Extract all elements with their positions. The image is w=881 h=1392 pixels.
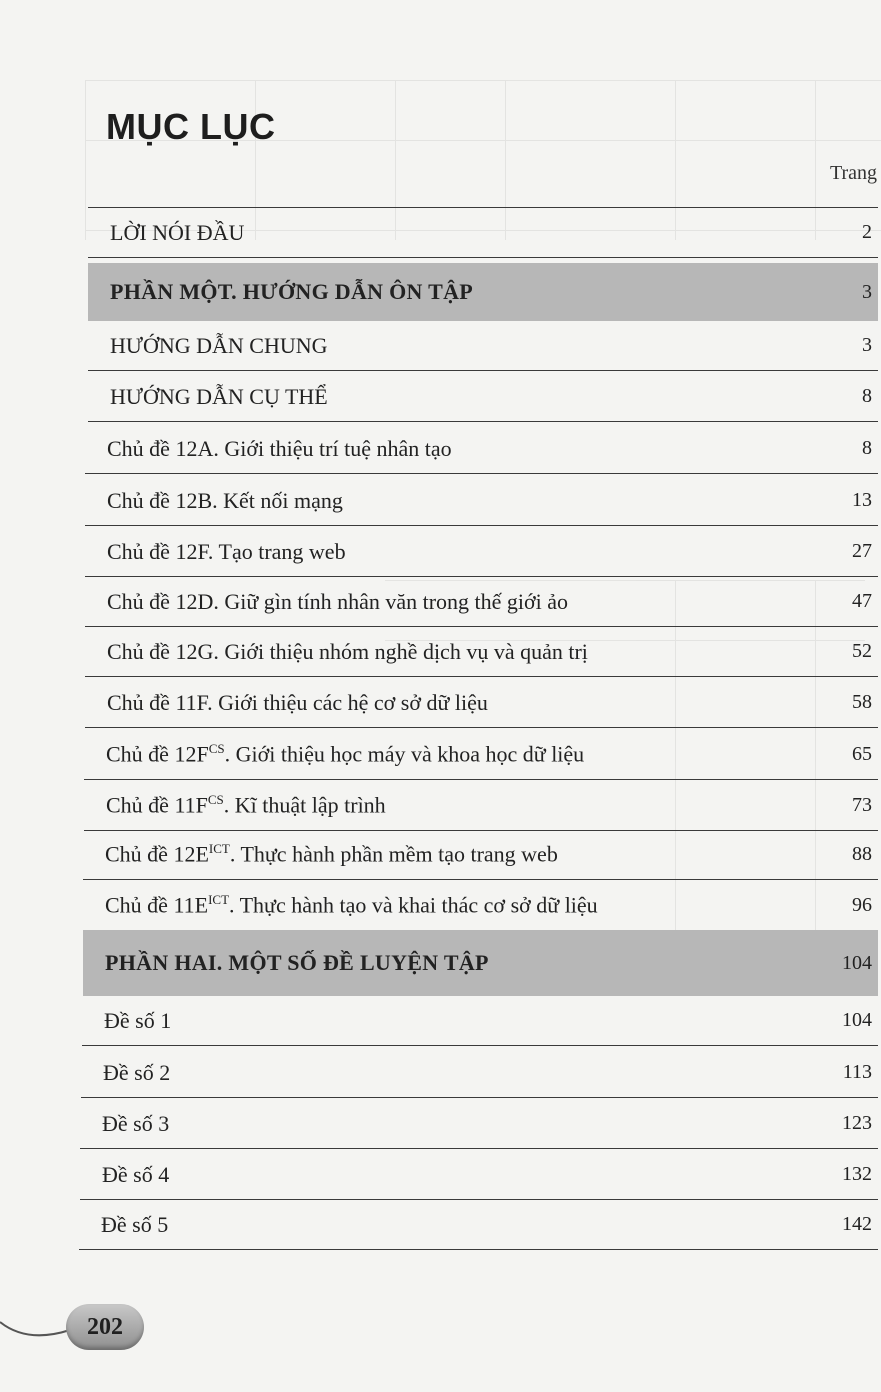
toc-entry-label: Đề số 4 xyxy=(102,1161,170,1187)
toc-entry-label: Chủ đề 11F. Giới thiệu các hệ cơ sở dữ liệu xyxy=(107,689,488,715)
toc-entry xyxy=(82,996,878,1046)
toc-entry-page: 8 xyxy=(862,385,872,407)
toc-entry-label-suffix: . Thực hành tạo và khai thác cơ sở dữ liệu xyxy=(229,892,598,918)
toc-entry-label: LỜI NÓI ĐẦU xyxy=(110,219,245,245)
toc-entry-page: 13 xyxy=(852,489,872,511)
toc-entry-page: 58 xyxy=(852,691,872,713)
toc-entry-page: 47 xyxy=(852,590,872,612)
toc-entry-label: HƯỚNG DẪN CHUNG xyxy=(110,332,328,358)
toc-entry-page: 123 xyxy=(842,1112,872,1134)
toc-entry-label: Đề số 1 xyxy=(104,1007,172,1033)
toc-entry-page: 88 xyxy=(852,843,872,865)
toc-entry xyxy=(80,1150,878,1200)
toc-entry-label-superscript: CS xyxy=(208,741,225,757)
toc-entry-label-prefix: Chủ đề 11E xyxy=(105,892,209,918)
toc-entry-page: 73 xyxy=(852,794,872,816)
toc-entry xyxy=(88,372,878,422)
toc-entry-page: 27 xyxy=(852,540,872,562)
toc-entry xyxy=(81,1048,878,1098)
toc-entry-page: 104 xyxy=(842,951,872,974)
toc-entry xyxy=(85,476,878,526)
toc-entry xyxy=(88,321,878,371)
toc-entry-label: Chủ đề 12F. Tạo trang web xyxy=(107,538,346,564)
toc-entry-label: Đề số 5 xyxy=(101,1211,169,1237)
toc-entry-label-prefix: Chủ đề 12F xyxy=(106,741,209,767)
toc-entry-label-suffix: . Thực hành phần mềm tạo trang web xyxy=(229,841,558,867)
toc-entry xyxy=(83,830,878,880)
toc-entry xyxy=(83,881,878,931)
toc-entry-label: Chủ đề 12A. Giới thiệu trí tuệ nhân tạo xyxy=(107,435,452,461)
toc-entry-label xyxy=(84,741,584,767)
toc-entry xyxy=(84,781,878,831)
toc-entry xyxy=(80,1099,878,1149)
toc-entry-label: Đề số 2 xyxy=(103,1059,171,1085)
toc-entry xyxy=(88,208,878,258)
toc-entry-label-prefix: Chủ đề 11F xyxy=(106,792,208,818)
toc-entry-label-suffix: . Giới thiệu học máy và khoa học dữ liệu xyxy=(224,741,585,767)
toc-entry-label: PHẦN HAI. MỘT SỐ ĐỀ LUYỆN TẬP xyxy=(105,950,489,975)
page-title: MỤC LỤC xyxy=(106,106,276,147)
toc-entry-label: Chủ đề 12G. Giới thiệu nhóm nghề dịch vụ và quản trị xyxy=(107,638,588,664)
toc-entry-page: 3 xyxy=(862,280,872,303)
toc-entry-page: 3 xyxy=(862,334,872,356)
toc-entry-label-superscript: ICT xyxy=(208,892,230,908)
toc-part-heading xyxy=(88,263,878,321)
toc-entry xyxy=(85,527,878,577)
toc-entry-page: 8 xyxy=(862,437,872,459)
toc-entry-label xyxy=(83,892,598,918)
toc-entry-page: 142 xyxy=(842,1213,872,1235)
toc-entry-page: 65 xyxy=(852,743,872,765)
toc-entry-label-prefix: Chủ đề 12E xyxy=(105,841,209,867)
page-number-badge: 202 xyxy=(66,1304,144,1350)
page-column-header: Trang xyxy=(829,162,877,184)
toc-entry xyxy=(85,424,878,474)
toc-part-heading xyxy=(83,930,878,996)
toc-entry-page: 132 xyxy=(842,1163,872,1185)
toc-entry-label: HƯỚNG DẪN CỤ THỂ xyxy=(110,383,328,409)
toc-entry xyxy=(85,577,878,627)
toc-entry-label xyxy=(83,841,558,867)
toc-entry-label-suffix: . Kĩ thuật lập trình xyxy=(223,792,386,818)
toc-entry-label-superscript: CS xyxy=(207,792,224,808)
toc-entry xyxy=(85,627,878,677)
toc-entry xyxy=(79,1200,878,1250)
toc-entry xyxy=(85,678,878,728)
toc-entry-label-superscript: ICT xyxy=(208,841,230,857)
toc-entry-page: 52 xyxy=(852,640,872,662)
toc-entry-label: Đề số 3 xyxy=(102,1110,170,1136)
toc-entry-page: 113 xyxy=(842,1061,872,1083)
toc-entry-page: 2 xyxy=(862,221,872,243)
toc-entry xyxy=(84,730,878,780)
toc-entry-label xyxy=(84,792,386,818)
toc-entry-label: Chủ đề 12B. Kết nối mạng xyxy=(107,487,343,513)
toc-entry-label: Chủ đề 12D. Giữ gìn tính nhân văn trong thế giới ảo xyxy=(107,588,569,614)
toc-entry-page: 104 xyxy=(842,1009,872,1031)
toc-entry-label: PHẦN MỘT. HƯỚNG DẪN ÔN TẬP xyxy=(110,279,474,304)
toc-entry-page: 96 xyxy=(852,894,872,916)
